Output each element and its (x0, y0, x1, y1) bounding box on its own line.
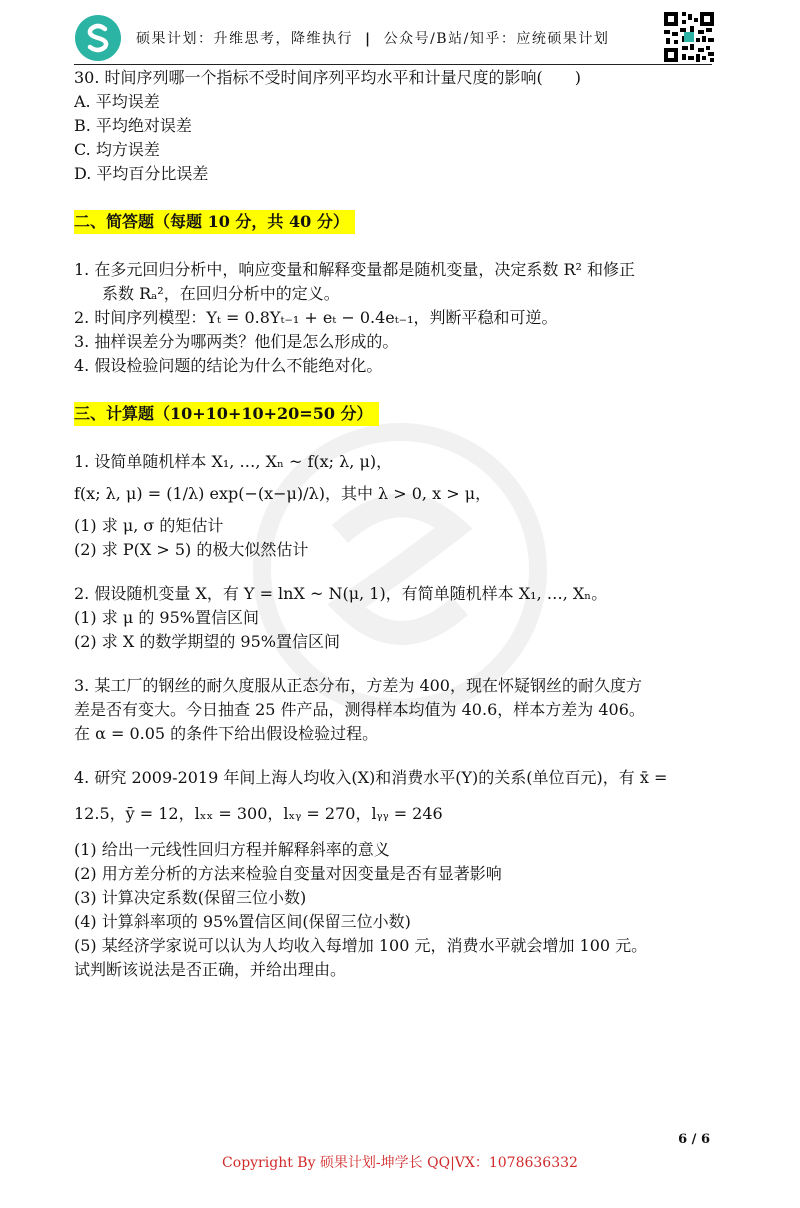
option-c: C. 均方误差 (74, 140, 160, 159)
calc-2-stem: 2. 假设随机变量 X，有 Y = lnX ~ N(μ, 1)，有简单随机样本 X₁, …, Xₙ。 (74, 584, 608, 603)
page-header (74, 8, 724, 64)
short-answer-4: 4. 假设检验问题的结论为什么不能绝对化。 (74, 356, 383, 375)
calc-3-line-2: 差是否有变大。今日抽查 25 件产品，测得样本均值为 40.6，样本方差为 406。 (74, 700, 645, 719)
calc-1-density: f(x; λ, μ) = (1/λ) exp(−(x−μ)/λ)，其中 λ > 0, x > μ， (74, 484, 492, 503)
page-number: 6 / 6 (678, 1132, 710, 1147)
calc-4-part-2: (2) 用方差分析的方法来检验自变量对因变量是否有显著影响 (74, 864, 502, 883)
exam-content (74, 66, 716, 982)
calc-1-part-2: (2) 求 P(X > 5) 的极大似然估计 (74, 540, 309, 559)
header-channels: 公众号/B站/知乎：应统硕果计划 (383, 31, 610, 47)
header-divider (74, 64, 712, 65)
option-b: B. 平均绝对误差 (74, 116, 192, 135)
brand-logo-icon (74, 14, 122, 62)
calc-4-stats: 12.5，ȳ = 12，lₓₓ = 300，lₓᵧ = 270，lᵧᵧ = 246 (74, 804, 443, 823)
option-d: D. 平均百分比误差 (74, 164, 209, 183)
calc-4-part-5-cont: 试判断该说法是否正确，并给出理由。 (74, 960, 347, 979)
calc-4-part-5: (5) 某经济学家说可以认为人均收入每增加 100 元，消费水平就会增加 100 元。 (74, 936, 648, 955)
short-answer-1-cont: 系数 Rₐ²，在回归分析中的定义。 (102, 284, 340, 303)
option-a: A. 平均误差 (74, 92, 160, 111)
calc-1-part-1: (1) 求 μ, σ 的矩估计 (74, 516, 224, 535)
calc-4-stem: 4. 研究 2009-2019 年间上海人均收入(X)和消费水平(Y)的关系(单位百元)，有 x̄ = (74, 768, 668, 787)
short-answer-1: 1. 在多元回归分析中，响应变量和解释变量都是随机变量，决定系数 R² 和修正 (74, 260, 635, 279)
calc-1-stem: 1. 设简单随机样本 X₁, …, Xₙ ~ f(x; λ, μ)， (74, 452, 393, 471)
calc-4-part-1: (1) 给出一元线性回归方程并解释斜率的意义 (74, 840, 390, 859)
calc-2-part-2: (2) 求 X 的数学期望的 95%置信区间 (74, 632, 340, 651)
copyright-notice: Copyright By 硕果计划-坤学长 QQ|VX：1078636332 (222, 1155, 578, 1171)
section-3-heading: 三、计算题（10+10+10+20=50 分） (74, 402, 379, 426)
header-slogan: 硕果计划：升维思考，降维执行 (136, 31, 353, 47)
header-tagline (136, 28, 609, 48)
header-separator: | (365, 31, 372, 47)
calc-4-part-3: (3) 计算决定系数(保留三位小数) (74, 888, 307, 907)
short-answer-3: 3. 抽样误差分为哪两类？他们是怎么形成的。 (74, 332, 399, 351)
calc-3-line-1: 3. 某工厂的钢丝的耐久度服从正态分布，方差为 400，现在怀疑钢丝的耐久度方 (74, 676, 642, 695)
calc-3-line-3: 在 α = 0.05 的条件下给出假设检验过程。 (74, 724, 379, 743)
section-2-heading: 二、简答题（每题 10 分，共 40 分） (74, 210, 355, 234)
qr-code-icon (664, 12, 714, 62)
calc-2-part-1: (1) 求 μ 的 95%置信区间 (74, 608, 259, 627)
calc-4-part-4: (4) 计算斜率项的 95%置信区间(保留三位小数) (74, 912, 411, 931)
short-answer-2: 2. 时间序列模型：Yₜ = 0.8Yₜ₋₁ + eₜ − 0.4eₜ₋₁，判断平稳和可逆。 (74, 308, 558, 327)
question-30-stem: 30. 时间序列哪一个指标不受时间序列平均水平和计量尺度的影响( ) (74, 68, 582, 87)
